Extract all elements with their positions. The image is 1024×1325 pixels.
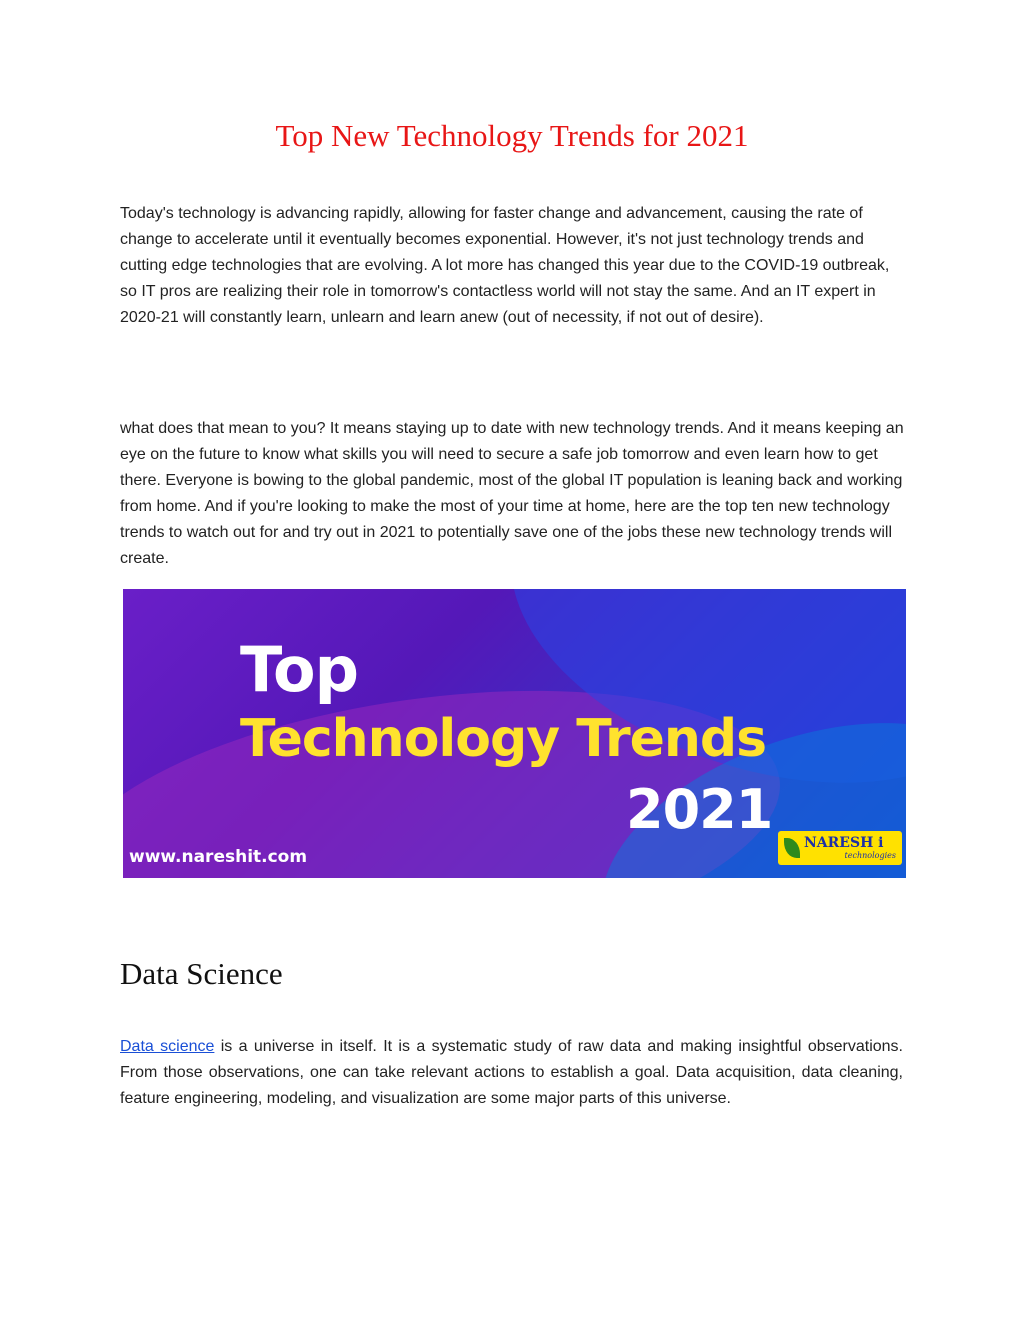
section-heading-data-science: Data Science: [120, 956, 283, 991]
data-science-body: is a universe in itself. It is a systematic study of raw data and making insightful observations. From those observations, one can take relevant actions to establish a goal. Data acquisition, data cleaning, feature engineering, modeling, and visualization are some major parts of this universe.: [120, 1038, 903, 1107]
banner-line-top: Top: [240, 633, 359, 706]
banner-line-technology-trends: Technology Trends: [240, 709, 767, 769]
banner-url: www.nareshit.com: [129, 847, 308, 867]
second-paragraph: what does that mean to you? It means staying up to date with new technology trends. And it means keeping an eye on the future to know what skills you will need to secure a safe job tomorrow and even learn how to get there. Everyone is bowing to the global pandemic, most of the global IT population is leaning back and working from home. And if you're looking to make the most of your time at home, here are the top ten new technology trends to watch out for and try out in 2021 to potentially save one of the jobs these new technology trends will create.: [120, 420, 904, 567]
data-science-link[interactable]: Data science: [120, 1038, 215, 1055]
data-science-paragraph: [120, 1034, 903, 1112]
leaf-icon: [784, 838, 800, 858]
page-title: Top New Technology Trends for 2021: [275, 118, 749, 153]
banner-line-year: 2021: [626, 778, 773, 841]
technology-trends-banner-image: [123, 589, 906, 878]
logo-name: NARESH i: [804, 835, 884, 851]
naresh-logo: [778, 831, 902, 865]
intro-paragraph: Today's technology is advancing rapidly, allowing for faster change and advancement, causing the rate of change to accelerate until it eventually becomes exponential. However, it's not just technology trends and cutting edge technologies that are evolving. A lot more has changed this year due to the COVID-19 outbreak, so IT pros are realizing their role in tomorrow's contactless world will not stay the same. And an IT expert in 2020-21 will constantly learn, unlearn and learn anew (out of necessity, if not out of desire).: [120, 205, 890, 326]
logo-subtitle: technologies: [844, 851, 896, 860]
